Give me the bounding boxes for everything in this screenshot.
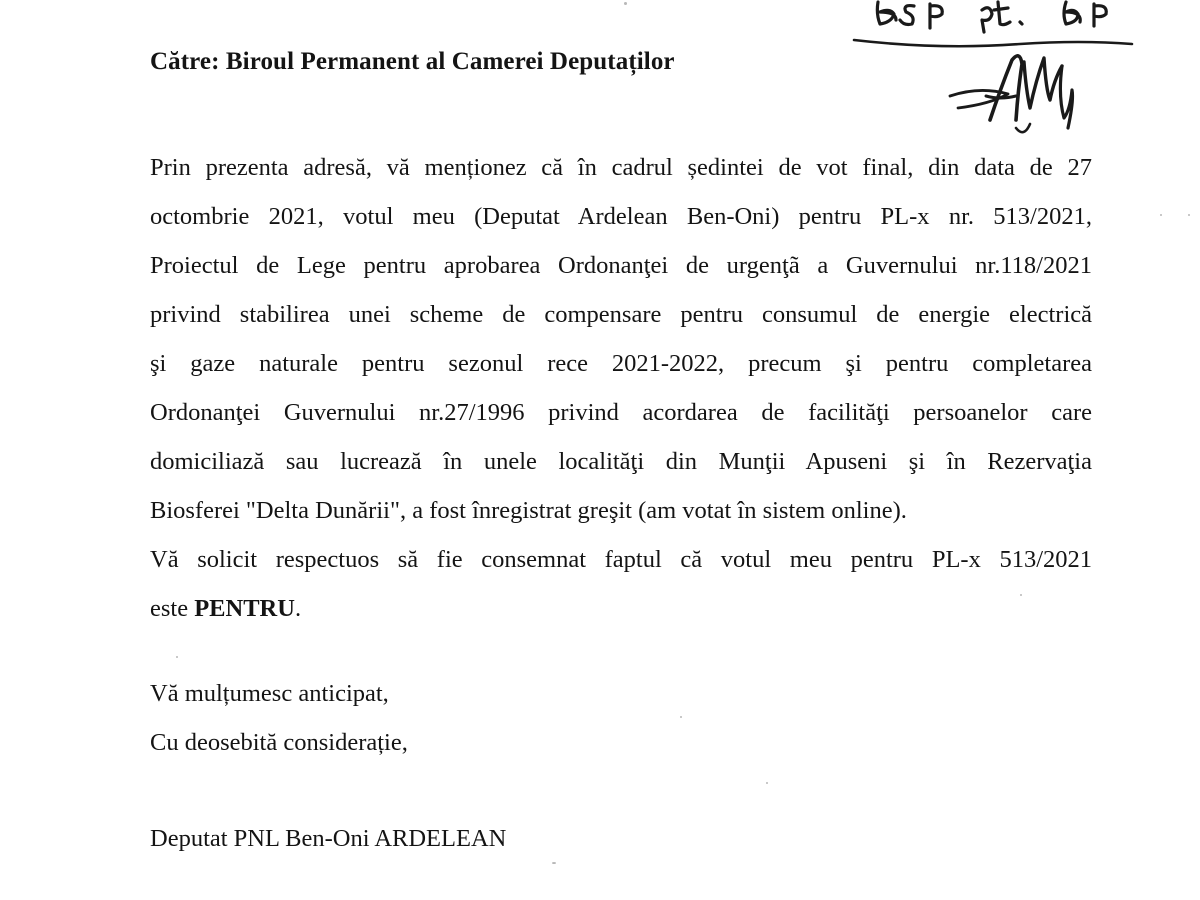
body-line: domiciliază sau lucrează în unele localităţi din Munţii Apuseni şi în Rezervaţia	[150, 448, 1092, 475]
body-line: Proiectul de Lege pentru aprobarea Ordonanţei de urgenţã a Guvernului nr.118/2021	[150, 252, 1092, 279]
body-line: Ordonanţei Guvernului nr.27/1996 privind acordarea de facilităţi persoanelor care	[150, 399, 1092, 426]
body-line: octombrie 2021, votul meu (Deputat Ardelean Ben-Oni) pentru PL-x nr. 513/2021,	[150, 203, 1092, 230]
scan-speck	[680, 716, 682, 718]
scan-speck	[624, 2, 627, 5]
vote-decision: PENTRU	[194, 595, 295, 622]
addressee-heading: Către: Biroul Permanent al Camerei Deputaților	[150, 48, 675, 75]
letter-body	[150, 143, 1092, 633]
final-line-prefix: este	[150, 595, 195, 622]
scan-speck	[1160, 214, 1162, 216]
scan-speck	[1188, 214, 1190, 216]
closing-regards: Cu deosebită considerație,	[150, 729, 408, 756]
body-final-line	[150, 584, 1092, 633]
handwritten-signature-stamp	[840, 0, 1140, 140]
body-line: şi gaze naturale pentru sezonul rece 2021-2022, precum şi pentru completarea	[150, 350, 1092, 377]
body-line: Vă solicit respectuos să fie consemnat faptul că votul meu pentru PL-x 513/2021	[150, 546, 1092, 573]
final-line-suffix: .	[294, 595, 302, 622]
body-line: Biosferei "Delta Dunării", a fost înregistrat greşit (am votat în sistem online).	[150, 497, 907, 524]
scan-speck	[1020, 594, 1022, 596]
body-line: privind stabilirea unei scheme de compensare pentru consumul de energie electrică	[150, 301, 1092, 328]
scan-speck	[766, 782, 768, 784]
signature-name: Deputat PNL Ben-Oni ARDELEAN	[150, 825, 507, 852]
body-line: Prin prezenta adresă, vă menționez că în cadrul ședintei de vot final, din data de 27	[150, 154, 1092, 181]
scan-speck	[552, 862, 556, 864]
closing-thanks: Vă mulțumesc anticipat,	[150, 680, 389, 707]
scan-speck	[176, 656, 178, 658]
